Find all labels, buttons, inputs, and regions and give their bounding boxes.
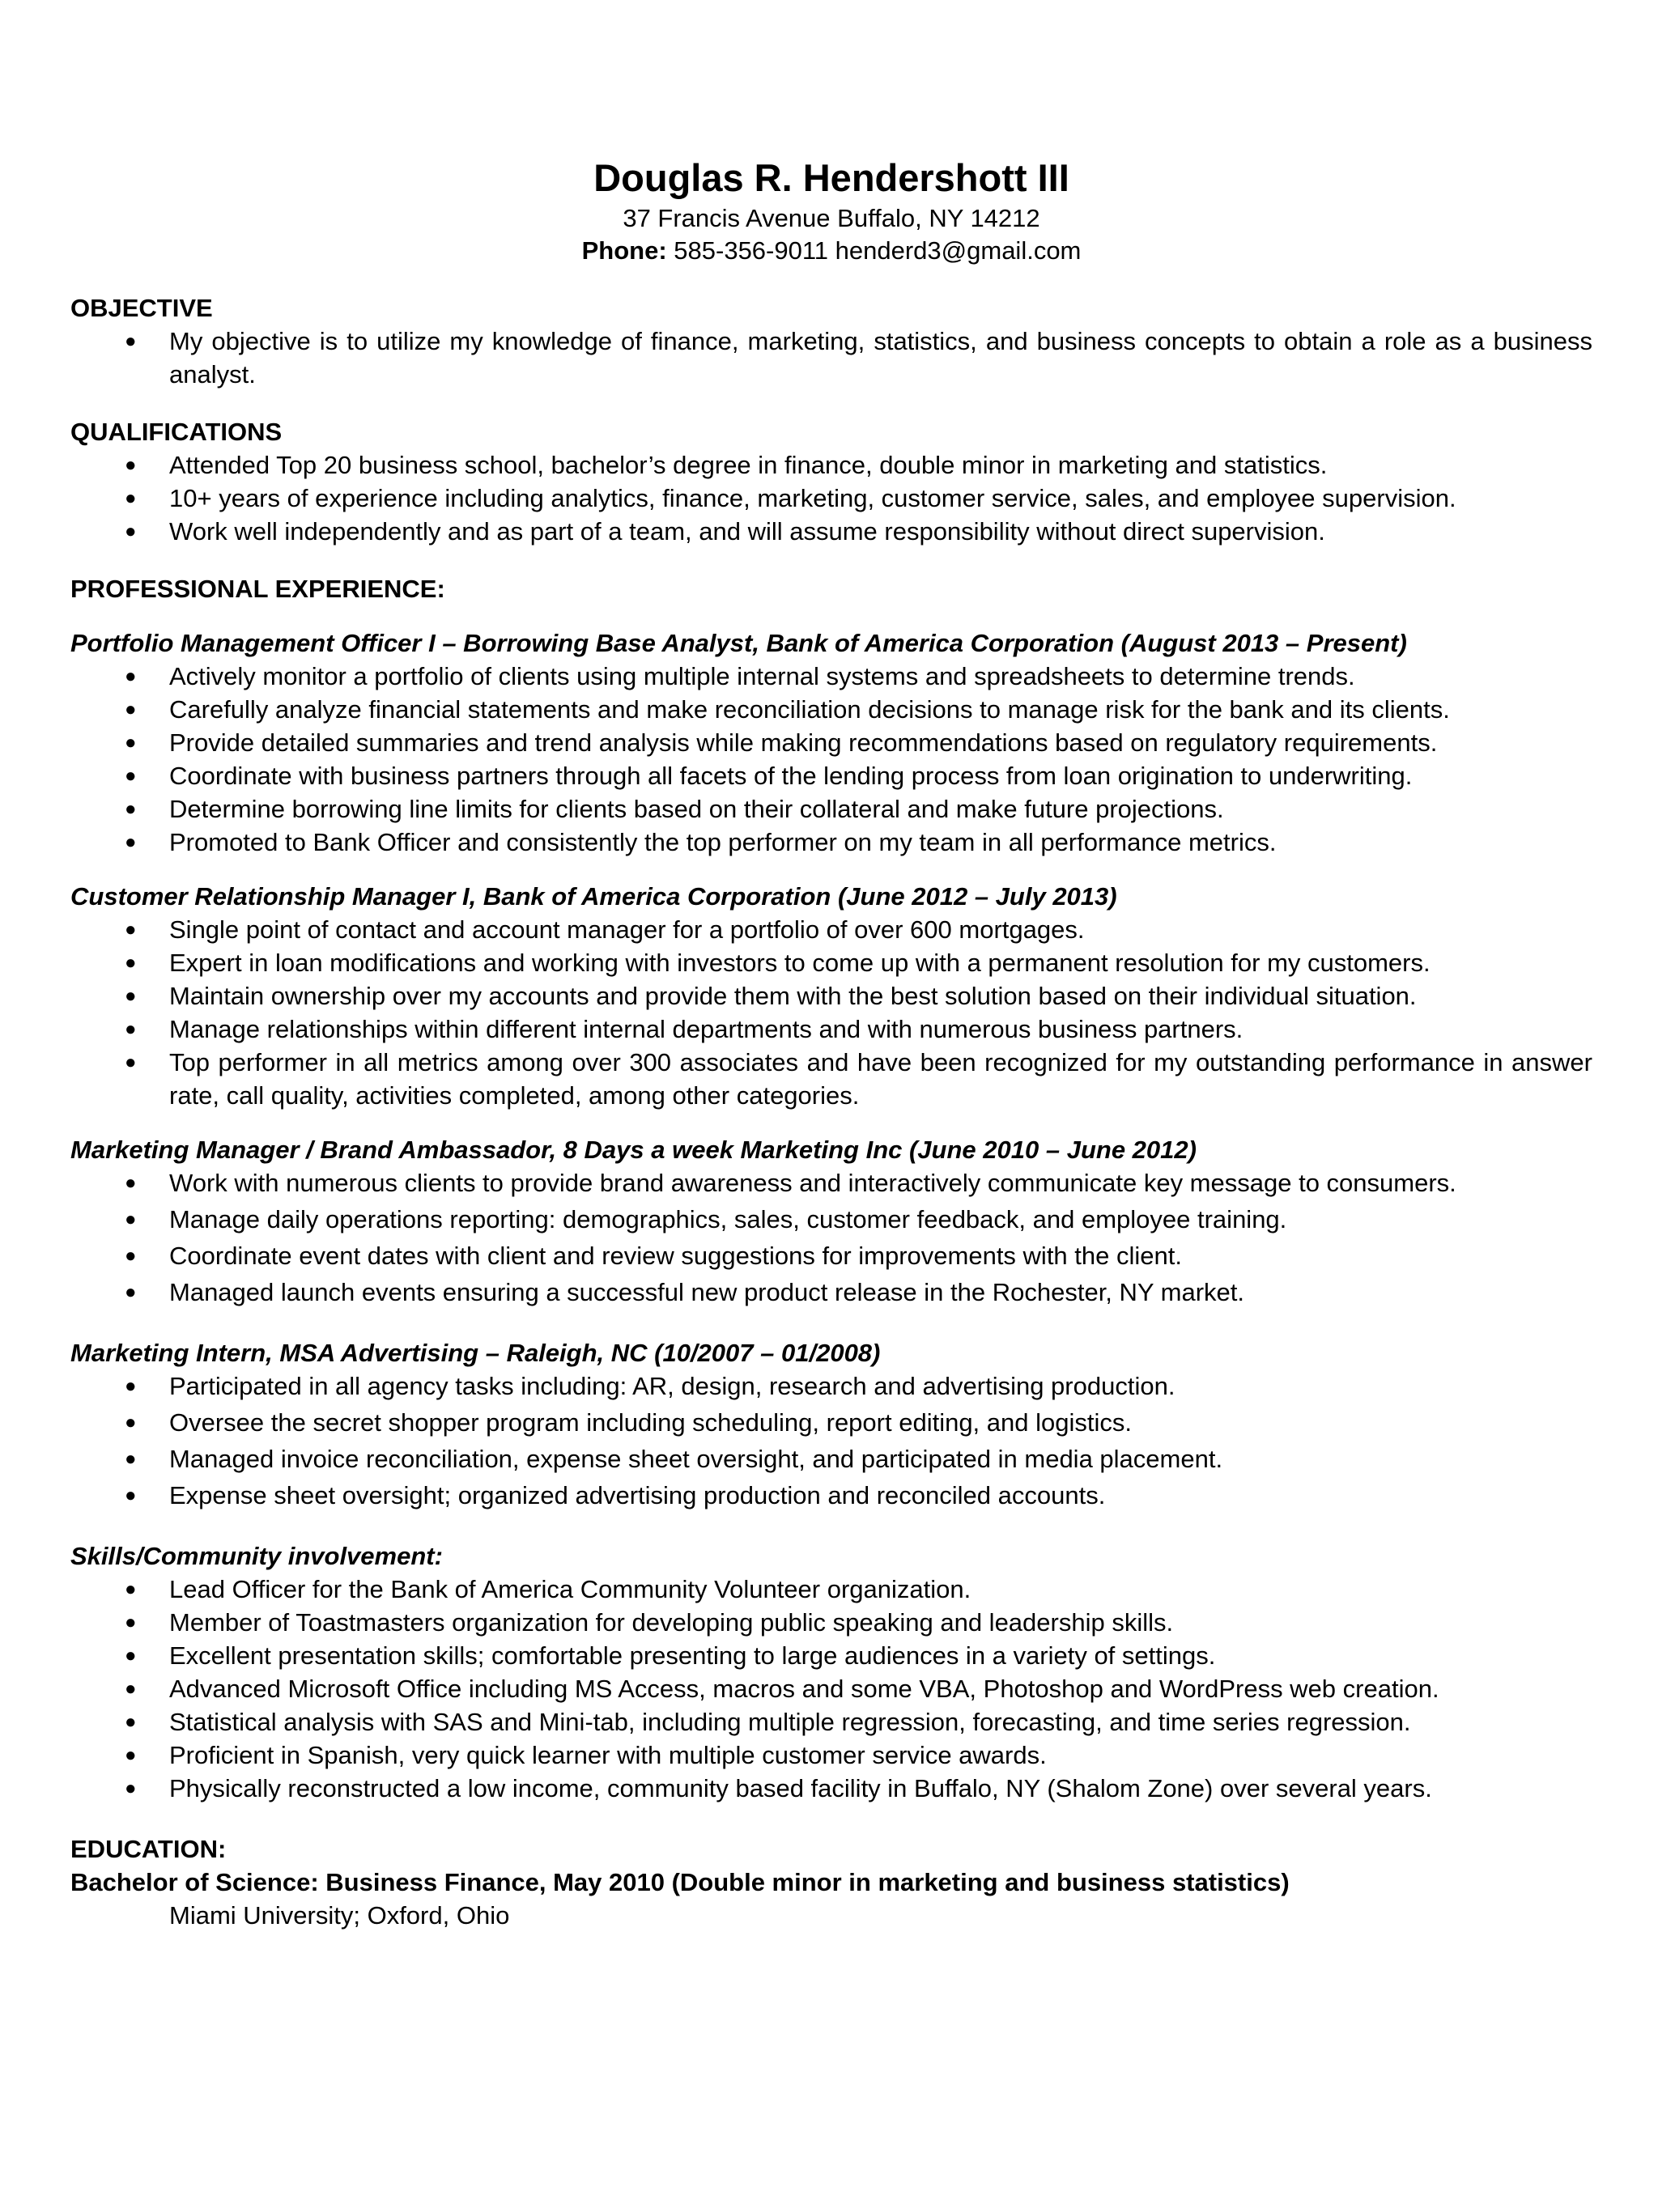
job-duties-list (70, 1166, 1592, 1309)
list-item: ● Promoted to Bank Officer and consistently the top performer on my team in all performance metrics. (70, 826, 1592, 859)
bullet-icon: ● (125, 1678, 137, 1700)
phone-email-value: 585-356-9011 henderd3@gmail.com (666, 236, 1082, 265)
list-item: ● Managed invoice reconciliation, expense sheet oversight, and participated in media placement. (70, 1442, 1592, 1475)
list-item: ● My objective is to utilize my knowledge of finance, marketing, statistics, and business concepts to obtain a role as a business analyst. (70, 325, 1592, 391)
phone-label: Phone: (581, 236, 667, 265)
resume-page (70, 154, 1592, 1932)
resume-header (70, 154, 1592, 267)
address-line: 37 Francis Avenue Buffalo, NY 14212 (623, 204, 1040, 232)
degree-line: Bachelor of Science: Business Finance, May 2010 (Double minor in marketing and business statistics) (70, 1868, 1290, 1896)
list-item: ● Lead Officer for the Bank of America Community Volunteer organization. (70, 1573, 1592, 1606)
skills-list (70, 1573, 1592, 1805)
list-item: ● Work well independently and as part of a team, and will assume responsibility without direct supervision. (70, 515, 1592, 548)
bullet-icon: ● (125, 1448, 137, 1470)
bullet-icon: ● (125, 330, 137, 352)
bullet-icon: ● (125, 487, 137, 509)
list-item: ● Proficient in Spanish, very quick learner with multiple customer service awards. (70, 1739, 1592, 1772)
list-item: ● Single point of contact and account manager for a portfolio of over 600 mortgages. (70, 913, 1592, 946)
list-item: ● 10+ years of experience including analytics, finance, marketing, customer service, sales, and employee supervision. (70, 482, 1592, 515)
bullet-icon: ● (125, 1375, 137, 1397)
job-title: Customer Relationship Manager I, Bank of America Corporation (June 2012 – July 2013) (70, 882, 1117, 911)
bullet-icon: ● (125, 698, 137, 720)
bullet-icon: ● (125, 798, 137, 820)
list-item: ● Manage daily operations reporting: demographics, sales, customer feedback, and employee training. (70, 1203, 1592, 1236)
bullet-icon: ● (125, 1611, 137, 1633)
bullet-icon: ● (125, 1018, 137, 1040)
bullet-icon: ● (125, 1051, 137, 1073)
list-item: ● Actively monitor a portfolio of clients using multiple internal systems and spreadsheets to determine trends. (70, 660, 1592, 693)
qualifications-list (70, 448, 1592, 548)
bullet-icon: ● (125, 1245, 137, 1267)
experience-heading: PROFESSIONAL EXPERIENCE: (70, 575, 445, 603)
list-item: ● Top performer in all metrics among over 300 associates and have been recognized for my outstanding performance in answer rate, call quality, activities completed, among other categories. (70, 1046, 1592, 1112)
job-duties-list (70, 1369, 1592, 1512)
list-item: ● Advanced Microsoft Office including MS Access, macros and some VBA, Photoshop and WordPress web creation. (70, 1672, 1592, 1705)
bullet-icon: ● (125, 1744, 137, 1766)
list-item: ● Managed launch events ensuring a successful new product release in the Rochester, NY market. (70, 1276, 1592, 1309)
bullet-icon: ● (125, 919, 137, 940)
list-item: ● Carefully analyze financial statements and make reconciliation decisions to manage risk for the bank and its clients. (70, 693, 1592, 726)
list-item: ● Statistical analysis with SAS and Mini-tab, including multiple regression, forecasting, and time series regression. (70, 1705, 1592, 1739)
job-title: Portfolio Management Officer I – Borrowing Base Analyst, Bank of America Corporation (August 2013 – Present) (70, 629, 1407, 657)
education-heading: EDUCATION: (70, 1835, 227, 1863)
bullet-icon: ● (125, 1412, 137, 1433)
list-item: ● Provide detailed summaries and trend analysis while making recommendations based on regulatory requirements. (70, 726, 1592, 759)
bullet-icon: ● (125, 1578, 137, 1600)
list-item: ● Determine borrowing line limits for clients based on their collateral and make future projections. (70, 792, 1592, 826)
list-item: ● Maintain ownership over my accounts and provide them with the best solution based on their individual situation. (70, 979, 1592, 1013)
skills-heading: Skills/Community involvement: (70, 1542, 443, 1570)
bullet-icon: ● (125, 1484, 137, 1506)
list-item: ● Attended Top 20 business school, bachelor’s degree in finance, double minor in marketing and statistics. (70, 448, 1592, 482)
list-item: ● Work with numerous clients to provide brand awareness and interactively communicate key message to consumers. (70, 1166, 1592, 1199)
bullet-icon: ● (125, 1777, 137, 1799)
candidate-name: Douglas R. Hendershott III (593, 156, 1069, 199)
bullet-icon: ● (125, 520, 137, 542)
list-item: ● Expert in loan modifications and working with investors to come up with a permanent resolution for my customers. (70, 946, 1592, 979)
objective-list (70, 325, 1592, 391)
list-item: ● Manage relationships within different internal departments and with numerous business partners. (70, 1013, 1592, 1046)
qualifications-heading: QUALIFICATIONS (70, 418, 283, 446)
job-title: Marketing Intern, MSA Advertising – Raleigh, NC (10/2007 – 01/2008) (70, 1339, 881, 1367)
job-duties-list (70, 913, 1592, 1112)
bullet-icon: ● (125, 765, 137, 787)
list-item: ● Coordinate with business partners through all facets of the lending process from loan origination to underwriting. (70, 759, 1592, 792)
bullet-icon: ● (125, 1172, 137, 1194)
list-item: ● Expense sheet oversight; organized advertising production and reconciled accounts. (70, 1479, 1592, 1512)
bullet-icon: ● (125, 1208, 137, 1230)
job-title: Marketing Manager / Brand Ambassador, 8 Days a week Marketing Inc (June 2010 – June 2012) (70, 1136, 1197, 1164)
bullet-icon: ● (125, 1281, 137, 1303)
objective-heading: OBJECTIVE (70, 294, 213, 322)
phone-email-line (70, 235, 1592, 267)
bullet-icon: ● (125, 454, 137, 476)
list-item: ● Participated in all agency tasks including: AR, design, research and advertising production. (70, 1369, 1592, 1403)
bullet-icon: ● (125, 1711, 137, 1733)
job-duties-list (70, 660, 1592, 859)
bullet-icon: ● (125, 952, 137, 974)
list-item: ● Coordinate event dates with client and review suggestions for improvements with the client. (70, 1239, 1592, 1272)
bullet-icon: ● (125, 665, 137, 687)
bullet-icon: ● (125, 985, 137, 1007)
list-item: ● Physically reconstructed a low income, community based facility in Buffalo, NY (Shalom Zone) over several years. (70, 1772, 1592, 1805)
bullet-icon: ● (125, 1645, 137, 1666)
bullet-icon: ● (125, 831, 137, 853)
list-item: ● Excellent presentation skills; comfortable presenting to large audiences in a variety of settings. (70, 1639, 1592, 1672)
bullet-icon: ● (125, 732, 137, 754)
school-line: Miami University; Oxford, Ohio (169, 1901, 510, 1930)
list-item: ● Member of Toastmasters organization for developing public speaking and leadership skills. (70, 1606, 1592, 1639)
list-item: ● Oversee the secret shopper program including scheduling, report editing, and logistics. (70, 1406, 1592, 1439)
